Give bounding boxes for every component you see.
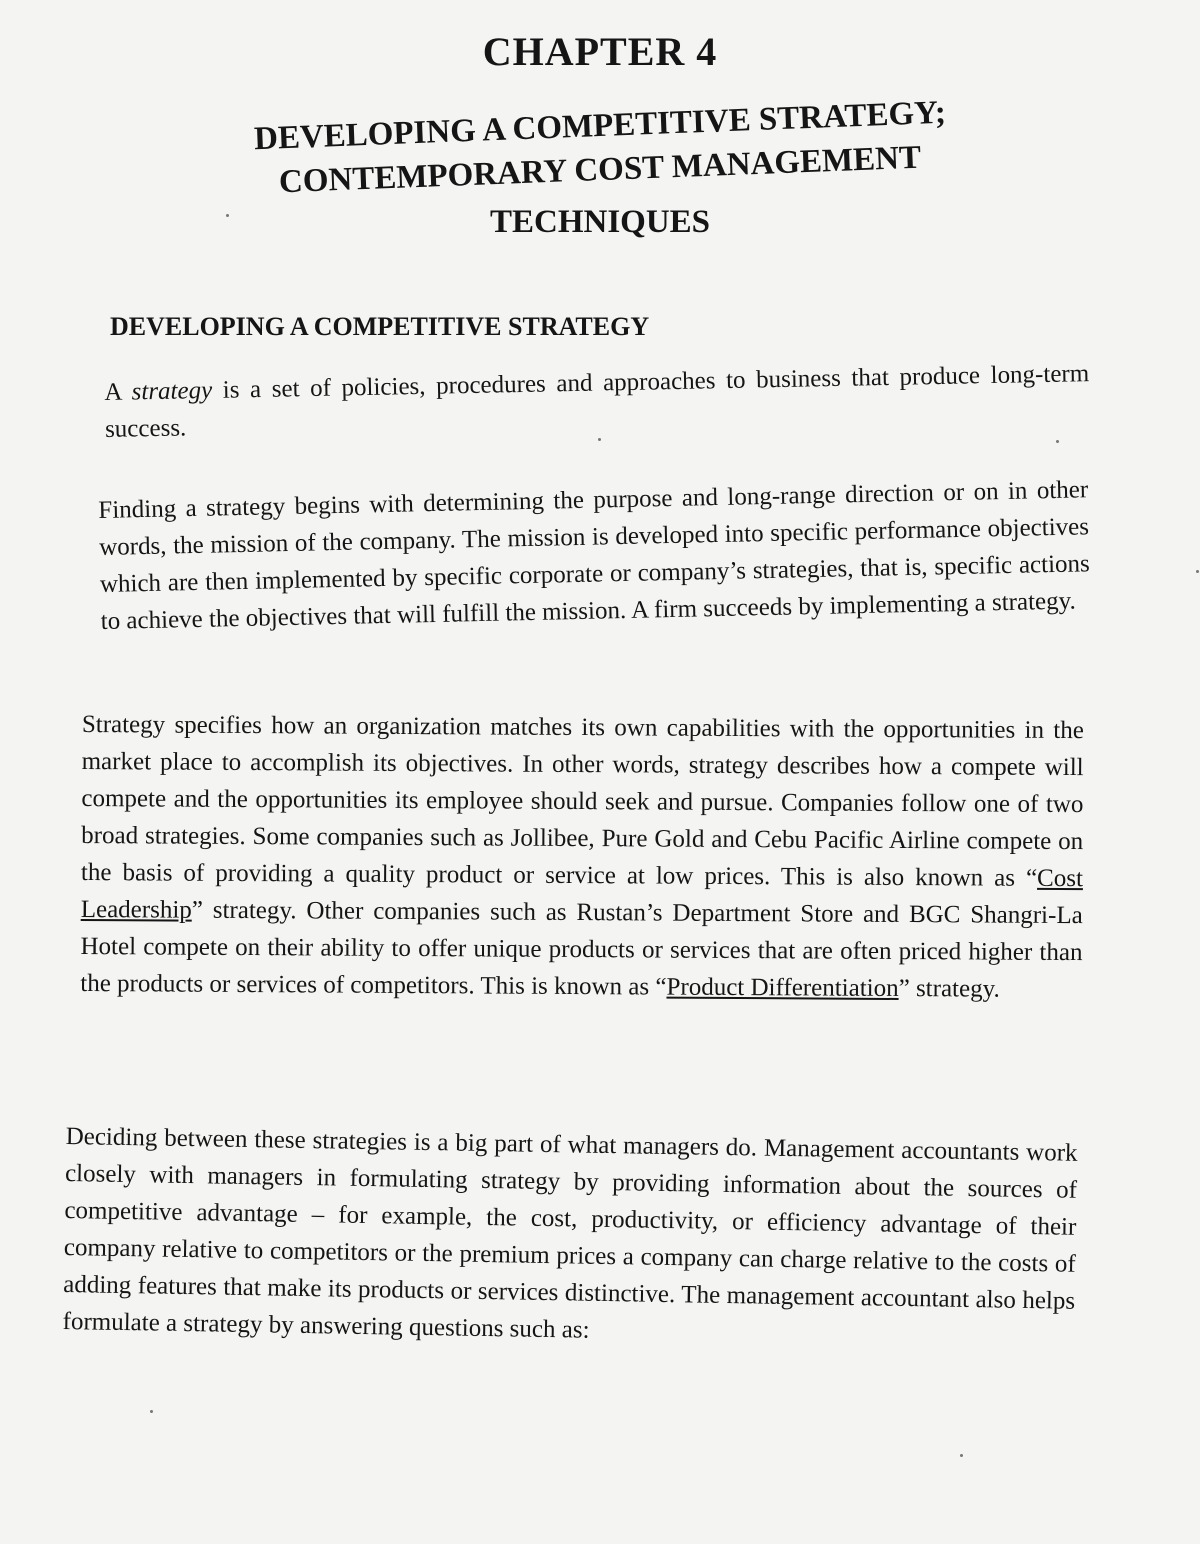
scan-speck: [598, 438, 601, 441]
scan-speck: [226, 214, 229, 217]
term-product-differentiation: Product Differentiation: [666, 973, 899, 1002]
chapter-title-line-2: CONTEMPORARY COST MANAGEMENT: [278, 139, 922, 201]
p1-start: A: [104, 378, 132, 406]
paragraph-finding-strategy: Finding a strategy begins with determining the purpose and long-range direction or on in other words, the mission of the company. The mission is developed into specific performance objectives which are then implemented by specific corporate or company’s strategies, that is, specific actions to achieve the objectives that will fulfill the mission. A firm succeeds by implementing a strategy.: [98, 476, 1091, 635]
chapter-title-line-3: TECHNIQUES: [489, 204, 711, 240]
scan-speck: [1196, 570, 1199, 573]
term-cost-leadership: Cost Leadership: [80, 864, 1084, 924]
chapter-number: CHAPTER 4: [482, 29, 718, 74]
paragraph-strategy-definition: [104, 355, 1090, 448]
chapter-title-line-1: DEVELOPING A COMPETITIVE STRATEGY;: [253, 94, 947, 158]
p3-text-3: ” strategy.: [898, 974, 1000, 1003]
paragraph-deciding-strategies: Deciding between these strategies is a big part of what managers do. Management accountants work closely with managers in formulating strategy by providing information about the sources of competitive advantage – for example, the cost, productivity, or efficiency advantage of their company relative to competitors or the premium prices a company can charge relative to the costs of adding features that make its products or services distinctive. The management accountant also helps formulate a strategy by answering questions such as:: [62, 1122, 1078, 1344]
p1-rest: is a set of policies, procedures and approaches to business that produce long-term success.: [104, 360, 1090, 443]
scan-speck: [960, 1454, 963, 1457]
scan-speck: [150, 1410, 153, 1413]
term-strategy: strategy: [131, 376, 213, 406]
p3-text-1: Strategy specifies how an organization matches its own capabilities with the opportunities in the market place to accomplish its objectives. In other words, strategy describes how a compete will compete and the opportunities its employee should seek and pursue. Companies follow one of two broad strategies. Some companies such as Jollibee, Pure Gold and Cebu Pacific Airline compete on the basis of providing a quality product or service at low prices. This is also known as “: [80, 710, 1084, 892]
paragraph-strategy-specifies: [80, 706, 1084, 1008]
section-heading: DEVELOPING A COMPETITIVE STRATEGY: [110, 312, 650, 341]
scan-speck: [1056, 440, 1059, 443]
p3-text-2: ” strategy. Other companies such as Rustan’s Department Store and BGC Shangri-La Hotel compete on their ability to offer unique products or services that are often priced higher than the products or services of competitors. This is known as “: [80, 896, 1083, 1001]
